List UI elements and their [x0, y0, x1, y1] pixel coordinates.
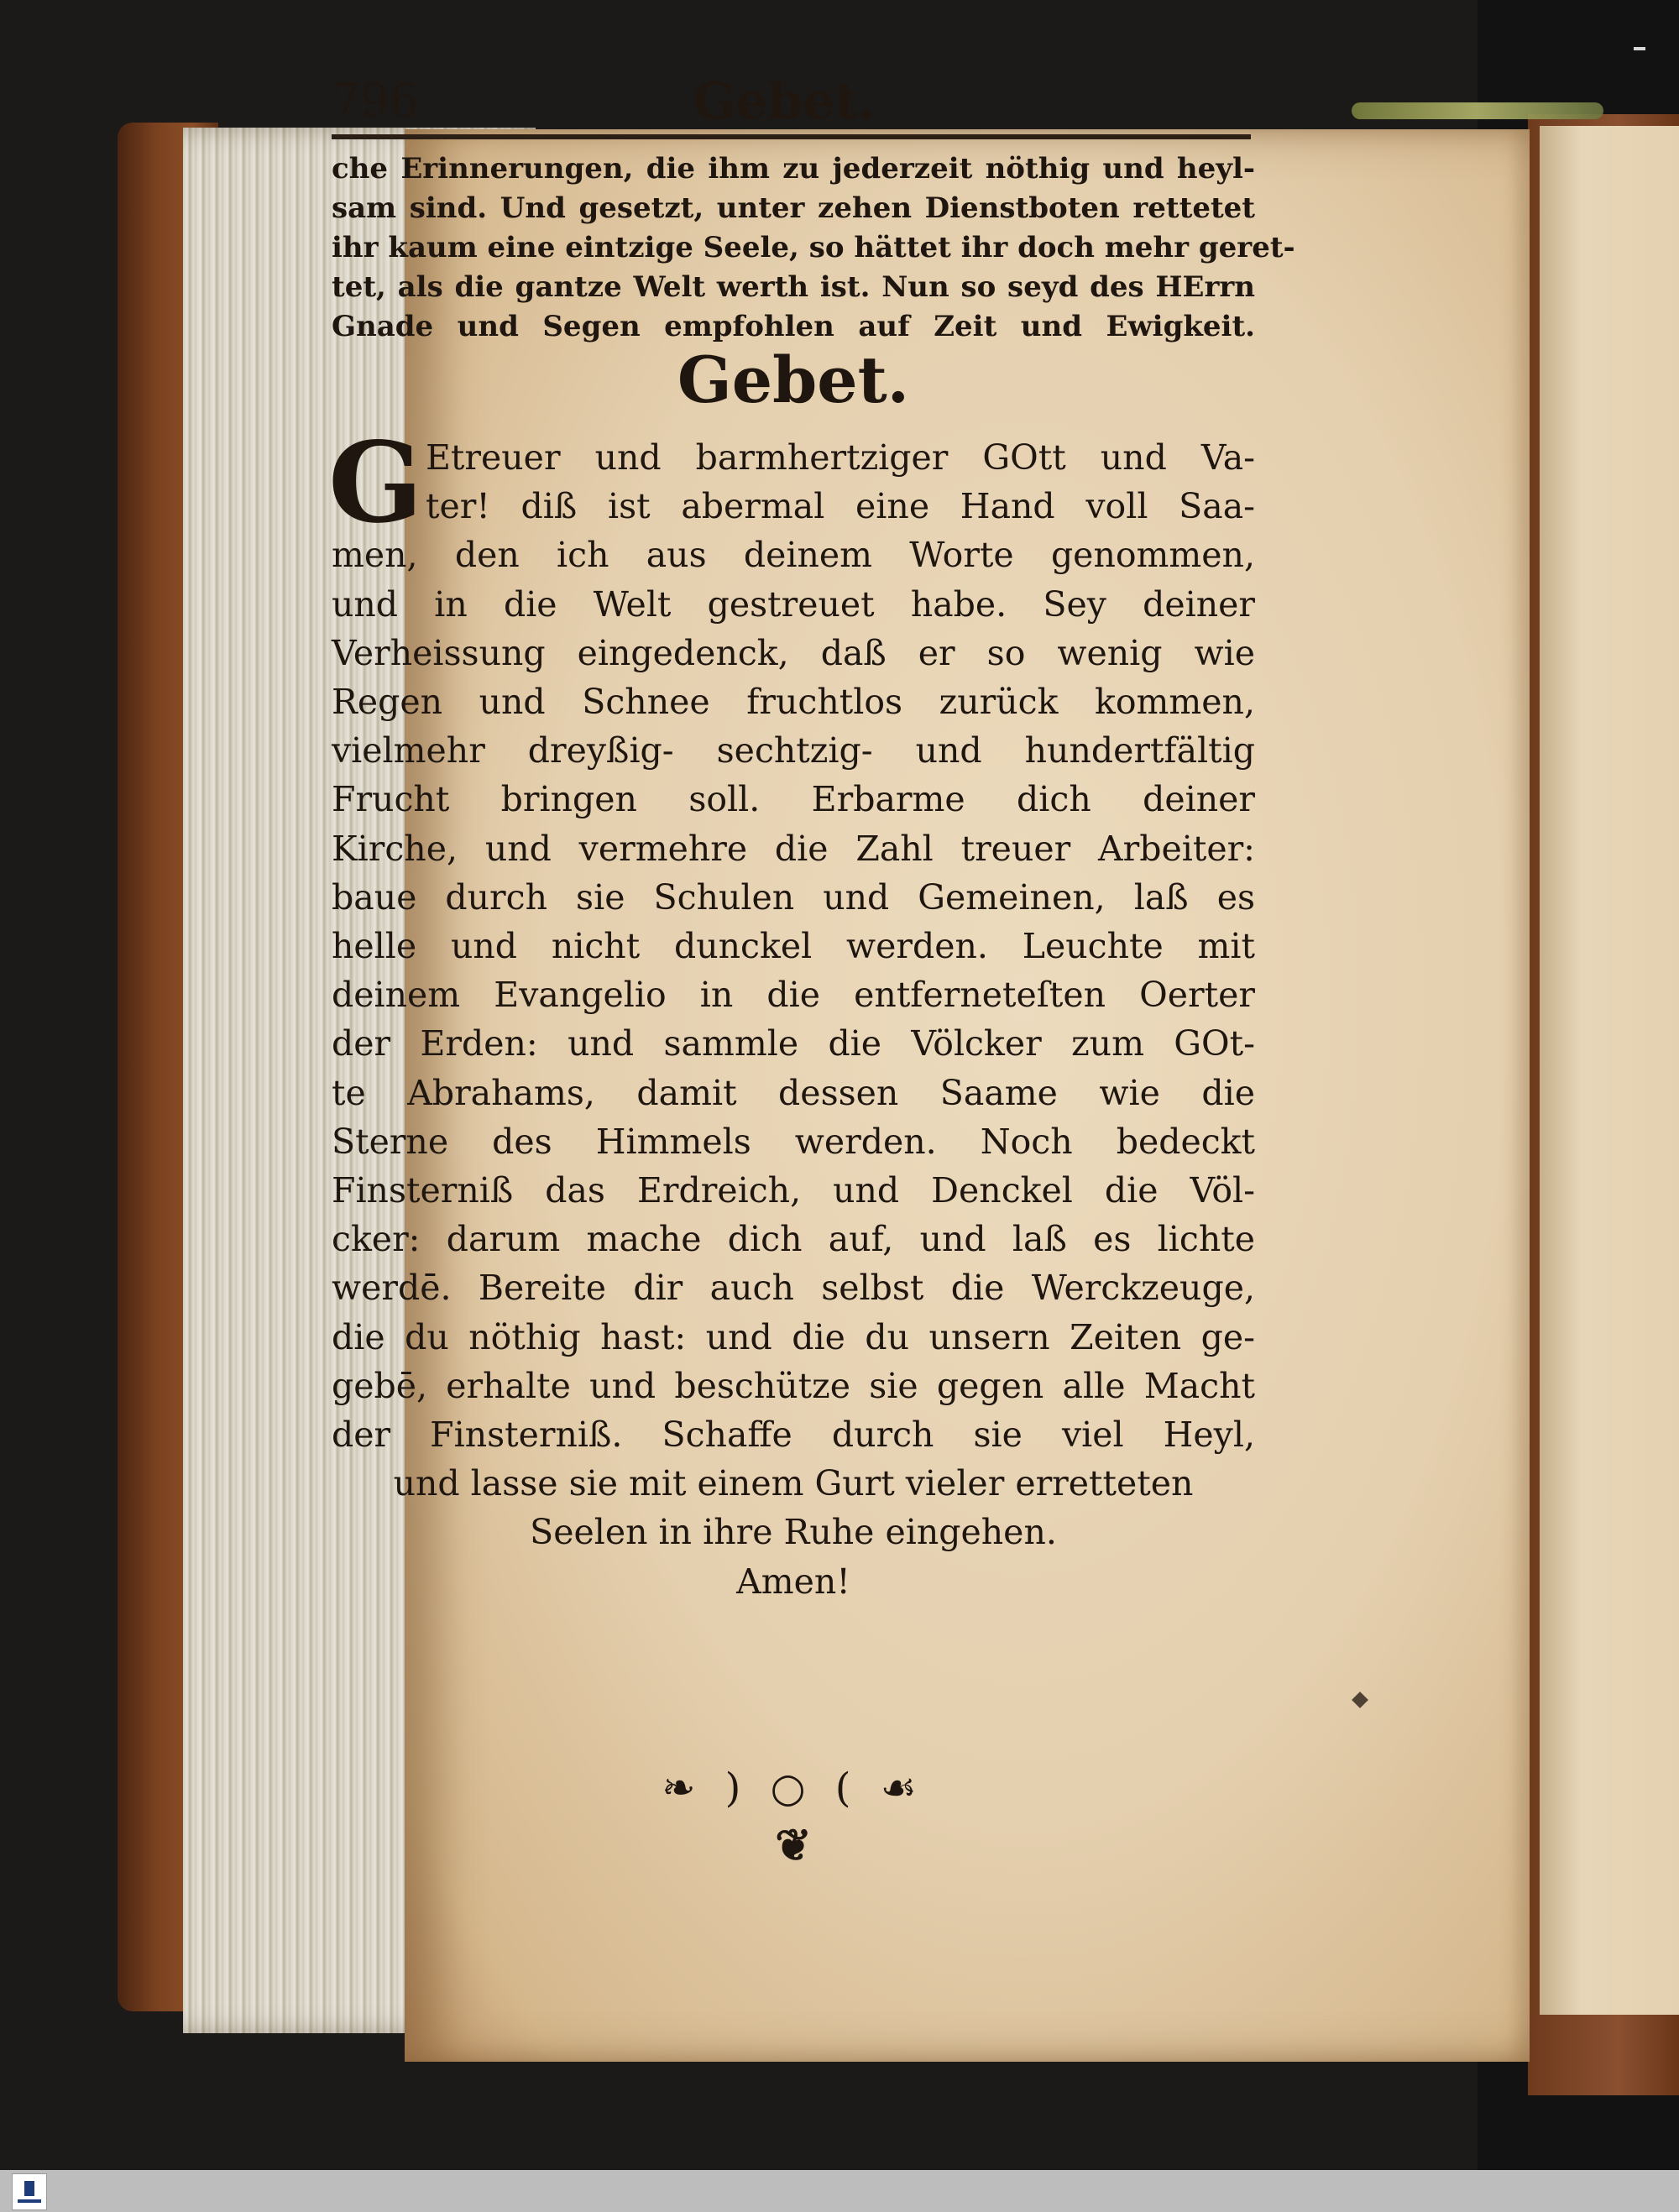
text-line: sam sind. Und gesetzt, unter zehen Dienstboten rettetet — [332, 191, 1255, 225]
ornament-fleuron: ❧ ) ○ ( ☙ — [662, 1765, 925, 1812]
section-heading: Gebet. — [677, 343, 910, 417]
text-line: che Erinnerungen, die ihm zu jederzeit nöthig und heyl- — [332, 152, 1255, 186]
header-rule — [332, 134, 1251, 139]
text-line: Frucht bringen soll. Erbarme dich deiner — [332, 779, 1255, 820]
running-title: Gebet. — [693, 72, 876, 131]
text-line: baue durch sie Schulen und Gemeinen, laß es — [332, 876, 1255, 918]
text-line: und lasse sie mit einem Gurt vieler erretteten — [393, 1463, 1194, 1504]
page-header — [332, 72, 1251, 131]
logo-mark — [24, 2181, 34, 2196]
library-logo-icon[interactable] — [12, 2173, 47, 2210]
text-line: ihr kaum eine eintzige Seele, so hättet ihr doch mehr geret- — [332, 231, 1295, 264]
text-line: cker: darum mache dich auf, und laß es lichte — [332, 1219, 1255, 1260]
closing-amen: Amen! — [736, 1561, 850, 1602]
text-line: Sterne des Himmels werden. Noch bedeckt — [332, 1121, 1255, 1162]
text-line: deinem Evangelio in die entferneteſten Oerter — [332, 975, 1255, 1016]
text-line: die du nöthig hast: und die du unsern Zeiten ge- — [332, 1316, 1255, 1357]
catchmark-glyph — [1352, 1692, 1368, 1708]
text-line: Gnade und Segen empfohlen auf Zeit und Ewigkeit. — [332, 310, 1255, 343]
text-line: Regen und Schnee fruchtlos zurück kommen, — [332, 682, 1255, 723]
text-line: Etreuer und barmhertziger GOtt und Va- — [426, 437, 1255, 478]
text-line: Finsterniß das Erdreich, und Denckel die Völ- — [332, 1170, 1255, 1211]
text-line: te Abrahams, damit dessen Saame wie die — [332, 1072, 1255, 1113]
text-line: tet, als die gantze Welt werth ist. Nun so seyd des HErrn — [332, 270, 1255, 304]
drop-cap: G — [328, 418, 423, 548]
viewer-footer-bar — [0, 2170, 1679, 2212]
text-line: helle und nicht dunckel werden. Leuchte mit — [332, 926, 1255, 967]
logo-base — [18, 2199, 41, 2203]
ornament-fleuron-small: ❦ — [775, 1820, 812, 1871]
text-line: werdē. Bereite dir auch selbst die Werckzeuge, — [332, 1268, 1255, 1309]
text-line: vielmehr dreyßig- sechtzig- und hundertfältig — [332, 730, 1255, 771]
text-line: Kirche, und vermehre die Zahl treuer Arbeiter: — [332, 828, 1255, 869]
carry-over-paragraph — [332, 149, 1295, 347]
text-line: Verheissung eingedenck, daß er so wenig wie — [332, 632, 1255, 673]
text-line: men, den ich aus deinem Worte genommen, — [332, 535, 1255, 576]
text-line: Seelen in ihre Ruhe eingehen. — [530, 1512, 1057, 1553]
text-line: der Erden: und sammle die Völcker zum GOt- — [332, 1023, 1255, 1064]
text-line: der Finsterniß. Schaffe durch sie viel Heyl, — [332, 1415, 1255, 1456]
page-number: 796 — [332, 74, 419, 127]
text-line: ter! diß ist abermal eine Hand voll Saa- — [426, 486, 1255, 527]
text-line: und in die Welt gestreuet habe. Sey deiner — [332, 583, 1255, 625]
prayer-paragraph — [328, 418, 1255, 1606]
text-line: gebē, erhalte und beschütze sie gegen alle Macht — [332, 1365, 1255, 1406]
